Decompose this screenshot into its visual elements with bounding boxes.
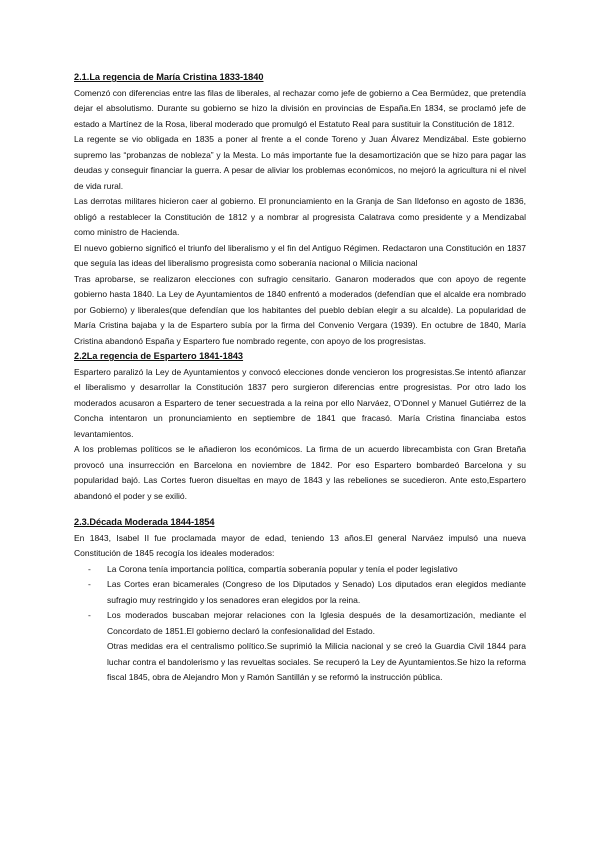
section-1-paragraph: Comenzó con diferencias entre las filas de liberales, al rechazar como jefe de gobierno a Cea Bermúdez, que pretendía dejar el absolutismo. Durante su gobierno se hizo la división en provincias de España.En 1834, se proclamó jefe de estado a Martínez de la Rosa, liberal moderado que promulgó el Estatuto Real para sustituir la Constitución de 1812.	[74, 87, 526, 129]
bullet-dash: -	[88, 610, 91, 620]
section-2-paragraph: A los problemas políticos se le añadieron los económicos. La firma de un acuerdo librecambista con Gran Bretaña provocó una insurrección en Barcelona en noviembre de 1842. Por eso Espartero bombardeó Barcelona y su popularidad bajó. Las Cortes fueron disueltas en mayo de 1843 y las rebeliones se sucedieron. Ante esto,Espartero abandonó el poder y se exilió.	[74, 444, 526, 501]
section-2-paragraph: Espartero paralizó la Ley de Ayuntamientos y convocó elecciones donde vencieron los progresistas.Se intentó afianzar el liberalismo y desarrollar la Constitución 1837 pero surgieron diferencias entre progresistas. Por otro lado los moderados acusaron a Espartero de tener secuestrada a la reina por ello Narváez, O’Donnel y Manuel Gutiérrez de la Concha intentaron un pronunciamiento en septiembre de 1841 que fracasó. María Cristina financiaba estos levantamientos.	[74, 366, 526, 439]
section-spacer	[74, 504, 526, 515]
list-item	[74, 577, 526, 608]
bullet-dash: -	[88, 579, 91, 589]
section-1-paragraph: El nuevo gobierno significó el triunfo del liberalismo y el fin del Antiguo Régimen. Redactaron una Constitución en 1837 que seguía las ideas del liberalismo progresista como soberanía nacional o Milicia nacional	[74, 242, 526, 268]
section-1-paragraph: Tras aprobarse, se realizaron elecciones con sufragio censitario. Ganaron moderados que con apoyo de regente gobierno hasta 1840. La Ley de Ayuntamientos de 1840 enfrentó a moderados (defendían que el alcalde era nombrado por Gobierno) y liberales(que defendían que los habitantes del pueblo debían elegir a su alcalde). La popularidad de María Cristina bajaba y la de Espartero subía por la firma del Convenio Vergara (1939). En octubre de 1840, María Cristina abandonó España y Espartero fue nombrado regente, con apoyo de los progresistas.	[74, 273, 526, 346]
list-item-text: La Corona tenía importancia política, compartía soberanía popular y tenía el poder legislativo	[107, 563, 458, 574]
section-1-paragraph: La regente se vio obligada en 1835 a poner al frente a el conde Toreno y Juan Álvarez Mendizábal. Este gobierno supremo las “probanzas de nobleza” y la Mesta. Lo más importante fue la desamortización que se hizo para pagar las deudas y conseguir financiar la guerra. A pesar de aliviar los problemas económicos, no mejoró la agricultura ni el nivel de vida rural.	[74, 134, 526, 191]
list-item-text: Los moderados buscaban mejorar relaciones con la Iglesia después de la desamortización, mediante el Concordato de 1851.El gobierno declaró la confesionalidad del Estado.	[107, 610, 526, 636]
section-2-heading: 2.2La regencia de Espartero 1841-1843	[74, 351, 244, 361]
section-1-paragraph: Las derrotas militares hicieron caer al gobierno. El pronunciamiento en la Granja de San Ildefonso en agosto de 1836, obligó a restablecer la Constitución de 1812 y a nombrar al progresista Calatrava como presidente y a Mendizabal como ministro de Hacienda.	[74, 196, 526, 237]
section-3-bullet-list	[74, 562, 526, 640]
section-3-continuation: Otras medidas era el centralismo político.Se suprimió la Milicia nacional y se creó la Guardia Civil 1844 para luchar contra el bandolerismo y las revueltas sociales. Se recuperó la Ley de Ayuntamientos.Se hizo la reforma fiscal 1845, obra de Alejandro Mon y Ramón Santillán y se reformó la instrucción pública.	[107, 641, 526, 682]
section-3-intro: En 1843, Isabel II fue proclamada mayor de edad, teniendo 13 años.El general Narváez impulsó una nueva Constitución de 1845 recogía los ideales moderados:	[74, 532, 526, 558]
section-1-heading: 2.1.La regencia de María Cristina 1833-1840	[74, 72, 264, 82]
section-3-heading: 2.3.Década Moderada 1844-1854	[74, 517, 215, 527]
list-item	[74, 608, 526, 639]
bullet-dash: -	[88, 563, 91, 574]
list-item-text: Las Cortes eran bicamerales (Congreso de los Diputados y Senado) Los diputados eran elegidos mediante sufragio muy restringido y los senadores eran elegidos por la reina.	[107, 579, 526, 605]
list-item	[74, 562, 526, 578]
document-page	[74, 70, 526, 686]
